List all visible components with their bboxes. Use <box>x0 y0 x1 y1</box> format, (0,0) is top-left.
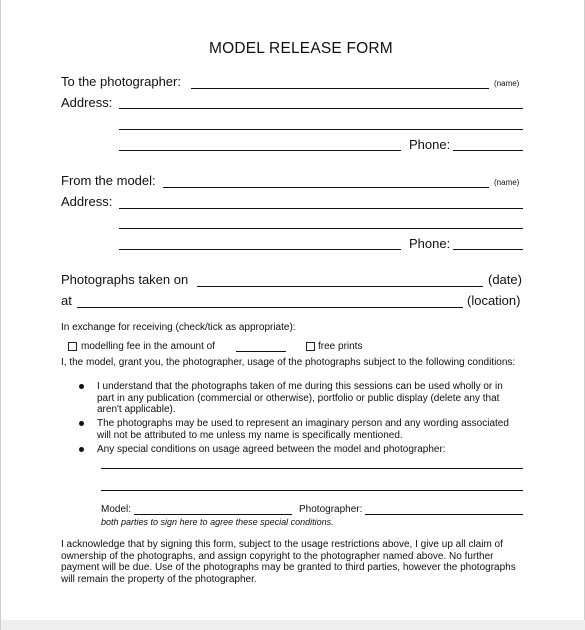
photos-location-field[interactable] <box>77 307 463 308</box>
photographer-address-line-1[interactable] <box>119 108 523 109</box>
special-signature-note: both parties to sign here to agree these special conditions. <box>101 517 334 527</box>
photographer-phone-label: Phone: <box>409 137 451 152</box>
model-address-line-3[interactable] <box>119 249 401 250</box>
condition-1: I understand that the photographs taken of me during this sessions can be used wholly or in part in any publication (commercial or otherwise), portfolio or public display (delete any that aren't applicable). <box>97 381 503 415</box>
form-title: MODEL RELEASE FORM <box>209 40 393 57</box>
model-address-line-1[interactable] <box>119 208 523 209</box>
model-phone-field[interactable] <box>453 249 523 250</box>
acknowledgement-paragraph: I acknowledge that by signing this form, subject to the usage restrictions above, I give up all claim of ownership of the photographs, and assign copyright to the photographer named above. No further payment will be due. Use of the photographs may be granted to third parties, however the photographs will remain the property of the photographer. <box>61 539 516 585</box>
prints-option-label: free prints <box>318 341 363 352</box>
fee-amount-field[interactable] <box>236 351 286 352</box>
photos-date-hint: (date) <box>488 272 522 287</box>
photos-taken-label: Photographs taken on <box>61 272 189 287</box>
fee-option-label: modelling fee in the amount of <box>81 341 215 352</box>
photos-date-field[interactable] <box>197 286 483 287</box>
page-bottom-edge <box>1 620 585 630</box>
photographer-name-field[interactable] <box>191 88 489 89</box>
exchange-intro: In exchange for receiving (check/tick as appropriate): <box>61 322 296 333</box>
model-address-line-2[interactable] <box>119 228 523 229</box>
photographer-name-hint: (name) <box>494 79 520 88</box>
model-phone-label: Phone: <box>409 236 451 251</box>
model-name-hint: (name) <box>494 178 520 187</box>
special-conditions-line-2[interactable] <box>101 490 523 491</box>
condition-3: Any special conditions on usage agreed between the model and photographer: <box>97 444 446 455</box>
model-label: From the model: <box>61 173 156 188</box>
prints-checkbox[interactable] <box>306 342 315 351</box>
special-conditions-line-1[interactable] <box>101 468 523 469</box>
bullet-icon <box>79 421 84 426</box>
model-address-label: Address: <box>61 194 113 209</box>
photographer-label: To the photographer: <box>61 74 181 89</box>
photos-location-hint: (location) <box>467 293 521 308</box>
photographer-phone-field[interactable] <box>453 150 523 151</box>
fee-checkbox[interactable] <box>68 342 77 351</box>
photographer-address-line-3[interactable] <box>119 150 401 151</box>
model-name-field[interactable] <box>163 187 489 188</box>
condition-2: The photographs may be used to represent an imaginary person and any wording associated will not be attributed to me unless my name is specifically mentioned. <box>97 418 509 441</box>
photographer-address-line-2[interactable] <box>119 129 523 130</box>
special-model-label: Model: <box>101 504 132 515</box>
photos-at-label: at <box>61 293 72 308</box>
grant-statement: I, the model, grant you, the photographer, usage of the photographs subject to the following conditions: <box>61 357 516 368</box>
special-photographer-label: Photographer: <box>299 504 363 515</box>
special-photographer-signature[interactable] <box>365 514 523 515</box>
bullet-icon <box>79 384 84 389</box>
photographer-address-label: Address: <box>61 95 113 110</box>
bullet-icon <box>79 447 84 452</box>
special-model-signature[interactable] <box>134 514 292 515</box>
